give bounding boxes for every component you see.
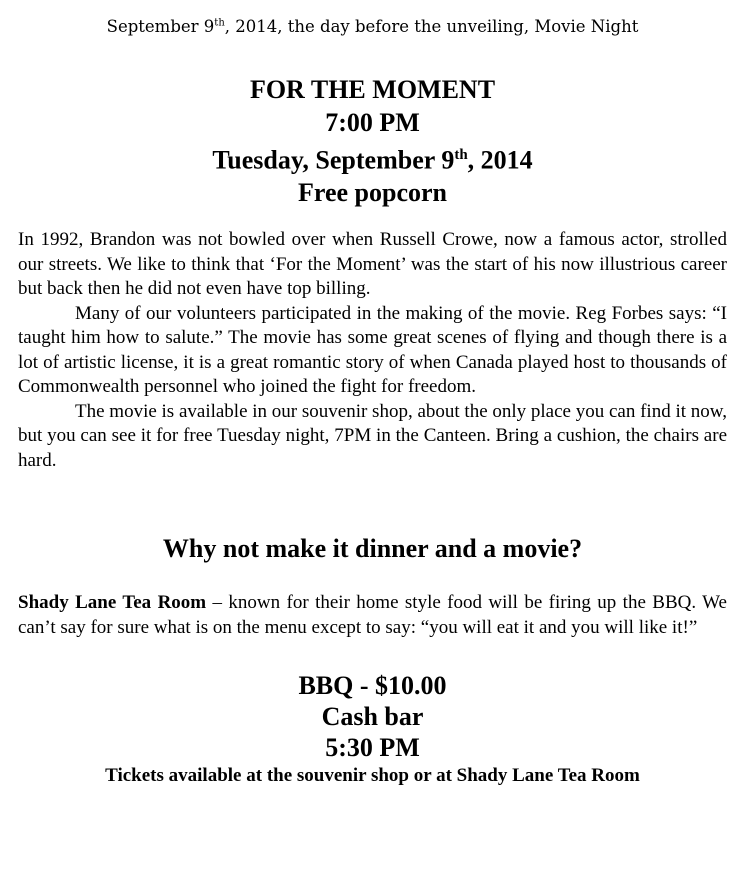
dinner-time: 5:30 PM [325, 733, 420, 762]
event-time: 7:00 PM [325, 107, 420, 137]
paragraph-1: In 1992, Brandon was not bowled over when Russell Crowe, now a famous actor, strolled our streets. We like to think that ‘For the Moment’ was the start of his now illustrious career but back then he did not even have top billing. [18, 229, 727, 299]
event-headings [0, 74, 745, 210]
dinner-description: – known for their home style food will be firing up the BBQ. We can’t say for sure what is on the menu except to say: “you will eat it and you will like it!” [18, 592, 727, 638]
dinner-section [18, 591, 727, 640]
header-date-sup: th [214, 17, 225, 29]
event-date-sup: th [454, 147, 468, 163]
cash-bar: Cash bar [321, 702, 424, 731]
event-date [0, 139, 745, 177]
dinner-details [0, 670, 745, 763]
dinner-paragraph [18, 591, 727, 640]
event-date-suffix: , 2014 [467, 145, 533, 175]
paragraph-3: The movie is available in our souvenir shop, about the only place you can find it now, but you can see it for free Tuesday night, 7PM in the Canteen. Bring a cushion, the chairs are hard. [18, 400, 728, 471]
venue-name: Shady Lane Tea Room [18, 592, 207, 613]
header-date-prefix: September 9 [106, 17, 215, 36]
bbq-price: BBQ - $10.00 [298, 671, 447, 700]
tickets-info: Tickets available at the souvenir shop or at Shady Lane Tea Room [105, 765, 640, 786]
article-body [18, 228, 727, 473]
event-date-prefix: Tuesday, September 9 [212, 145, 455, 175]
event-extra: Free popcorn [298, 178, 447, 208]
paragraph-2: Many of our volunteers participated in the making of the movie. Reg Forbes says: “I taught him how to salute.” The movie has some great scenes of flying and though there is a lot of artistic license, it is a great romantic story of when Canada played host to thousands of Commonwealth personnel who joined the fight for freedom. [18, 302, 727, 397]
header-date-suffix: , 2014, the day before the unveiling, Movie Night [224, 17, 639, 36]
dinner-heading: Why not make it dinner and a movie? [162, 534, 583, 563]
movie-title: FOR THE MOMENT [249, 75, 496, 104]
header-line [0, 17, 745, 36]
